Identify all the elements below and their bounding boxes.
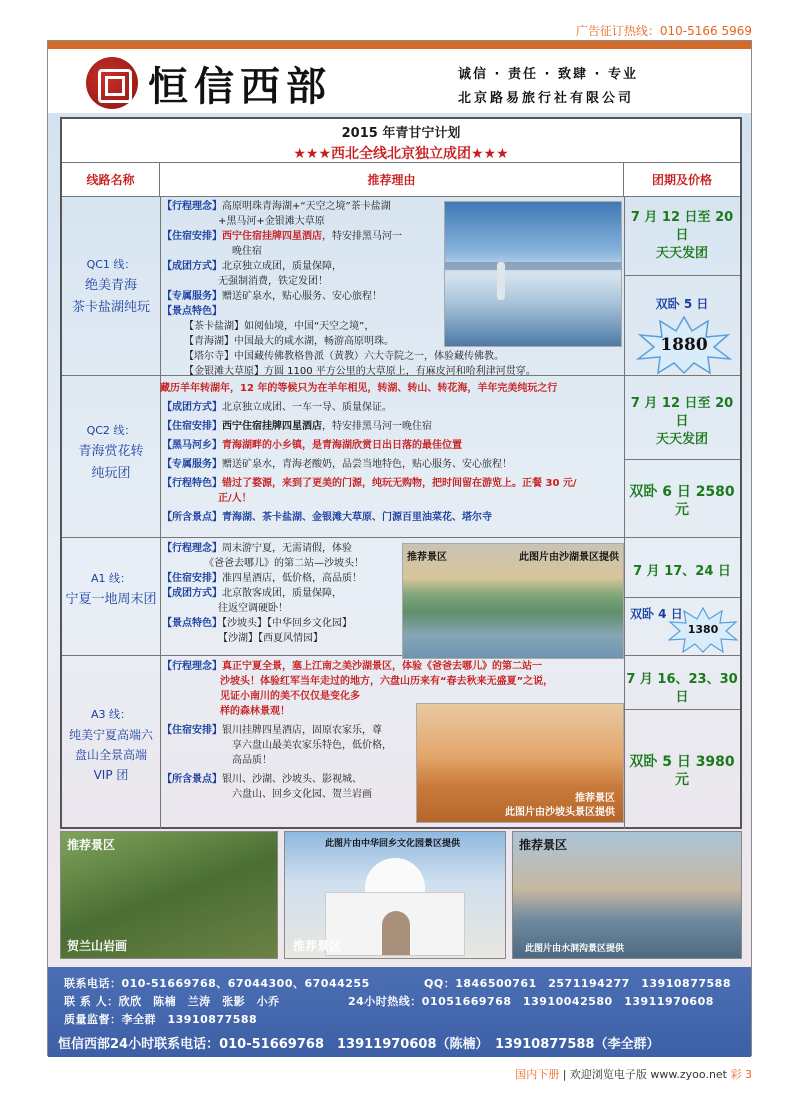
reason-text: 六盘山、回乡文化园、贺兰岩画 <box>232 789 372 800</box>
tour-date: 7 月 12 日至 20 日 <box>630 210 734 243</box>
price-qc1-date <box>624 209 740 263</box>
reason-text: ，特安排黑马河一晚住宿 <box>322 421 432 432</box>
reason-a1 <box>162 541 364 646</box>
reason-text: ，特安排黑马河一 <box>322 231 402 242</box>
price-qc2-date <box>624 395 740 449</box>
reason-highlight: 西宁住宿挂牌四星酒店 <box>222 231 322 242</box>
price-divider <box>624 597 740 598</box>
contact-person: 联 系 人：欣欣 陈楠 兰涛 张影 小乔 <box>64 995 280 1008</box>
reason-qc2 <box>162 381 577 525</box>
plan-header <box>62 119 740 163</box>
route-name: 绝美青海 <box>84 278 137 293</box>
price-divider <box>624 709 740 710</box>
contact-qq: QQ：1846500761 2571194277 13910877588 <box>424 977 731 990</box>
plan-team-banner: ★★★西北全线北京独立成团★★★ <box>293 146 509 162</box>
page-footer <box>515 1066 752 1082</box>
reason-key: 【所含景点】 <box>162 774 222 785</box>
gallery-caption: 贺兰山岩画 <box>67 939 128 953</box>
route-name: 茶卡盐湖纯玩 <box>71 300 150 315</box>
photo-desert-camels <box>416 703 624 823</box>
gallery-photo-rock-art <box>60 831 278 959</box>
route-code: A3 线： <box>90 708 132 721</box>
route-name: 宁夏一地周末团 <box>65 592 157 607</box>
reason-text: 准四星酒店，低价格，高品质！ <box>222 573 362 584</box>
gallery-photo-water-cave <box>512 831 742 959</box>
reason-key: 【成团方式】 <box>162 402 222 413</box>
reason-text: 赠送矿泉水，贴心服务、安心旅程！ <box>222 291 382 302</box>
reason-text: 【沙湖】【西夏风情园】 <box>218 633 323 644</box>
reason-text: 晚住宿 <box>232 246 262 257</box>
route-qc2 <box>62 421 160 485</box>
reason-key: 【专属服务】 <box>162 459 222 470</box>
arch-shape <box>382 911 410 955</box>
reason-text: +黑马河+金银滩大草原 <box>218 216 325 227</box>
row-divider <box>62 537 740 538</box>
price-qc1-room: 双卧 5 日 <box>655 297 709 311</box>
route-code: A1 线： <box>90 572 132 585</box>
reason-text: 中国最大的咸水湖，畅游高原明珠。 <box>234 336 394 347</box>
route-name: VIP 团 <box>93 768 129 782</box>
route-qc1 <box>62 255 160 319</box>
contact-hotline: 24小时热线：01051669768 13910042580 13911970608 <box>348 995 714 1008</box>
footer-site: 欢迎浏览电子版 www.zyoo.net <box>569 1068 727 1081</box>
plan-title: 2015 年青甘宁计划 <box>341 126 461 141</box>
route-name: 盘山全景高端 <box>74 748 147 762</box>
reason-highlight: 沙坡头！体验红军当年走过的地方，六盘山历来有“春去秋来无盛夏”之说， <box>220 676 554 687</box>
ad-hotline: 广告征订热线：010-5166 5969 <box>575 24 752 38</box>
price-qc2-offer: 双卧 6 日 2580 元 <box>629 484 735 518</box>
reason-key: 【专属服务】 <box>162 291 222 302</box>
reason-text: 北京散客成团，质量保障， <box>222 588 342 599</box>
photo-credit: 此图片由沙湖景区提供 <box>519 552 619 563</box>
footer-section: 国内下册 <box>515 1068 560 1081</box>
gallery-photo-mosque <box>284 831 506 959</box>
photo-salt-lake <box>444 201 622 347</box>
reason-key: 【金银滩大草原】 <box>184 366 264 377</box>
reason-text: 往返空调硬卧！ <box>218 603 288 614</box>
reason-key: 【景点特色】 <box>162 306 222 317</box>
route-code: QC1 线： <box>86 258 136 271</box>
column-divider <box>160 197 161 829</box>
reason-key: 【茶卡盐湖】 <box>184 321 244 332</box>
footer-page: 彩 3 <box>730 1068 752 1081</box>
reason-intro: 藏历羊年转湖年，12 年的等候只为在羊年相见，转湖、转山、转花海，羊年完美纯玩之行 <box>160 383 558 394</box>
reason-text: 如阅仙境，中国“天空之境”， <box>244 321 375 332</box>
price-a1: 1380 <box>687 623 719 636</box>
row-divider <box>62 655 740 656</box>
route-a3 <box>62 705 160 785</box>
top-accent-bar <box>48 41 751 49</box>
reason-text: 【沙坡头】【中华回乡文化园】 <box>222 618 352 629</box>
reason-text: 银川、沙湖、沙坡头、影视城、 <box>222 774 362 785</box>
gallery-tag: 推荐景区 <box>293 939 342 953</box>
reason-text: 银川挂牌四星酒店，固原农家乐，尊 <box>222 725 382 736</box>
route-name: 纯美宁夏高端六 <box>68 728 153 742</box>
route-table <box>60 117 742 829</box>
reason-key: 【青海湖】 <box>184 336 234 347</box>
column-header-reason: 推荐理由 <box>160 163 624 197</box>
reason-highlight: 样的森林景观！ <box>220 706 290 717</box>
reason-key: 【塔尔寺】 <box>184 351 234 362</box>
contact-panel <box>48 967 751 1057</box>
price-a3-date: 7 月 16、23、30 日 <box>626 672 738 705</box>
reason-key: 【成团方式】 <box>162 588 222 599</box>
price-a1-room: 双卧 4 日 <box>630 607 683 621</box>
mountain-shape <box>445 262 621 270</box>
tour-daily: 天天发团 <box>655 432 708 447</box>
price-divider <box>624 275 740 276</box>
footer-divider: | <box>562 1068 567 1081</box>
reason-highlight: 错过了婺源，来到了更美的门源，纯玩无购物，把时间留在游览上。正餐 30 元/ <box>222 478 577 489</box>
photo-sand-lake <box>402 543 624 659</box>
reason-key: 【所含景点】 <box>162 512 222 523</box>
route-name: 纯玩团 <box>91 466 131 481</box>
reason-key: 【行程特色】 <box>162 478 222 489</box>
reason-text: 高原明珠青海湖+“天空之境”茶卡盐湖 <box>222 201 391 212</box>
reason-key: 【黑马河乡】 <box>162 440 222 451</box>
price-a1-date: 7 月 17、24 日 <box>633 564 731 579</box>
column-header-route: 线路名称 <box>62 163 160 197</box>
photo-gallery <box>60 831 742 961</box>
gallery-tag: 推荐景区 <box>519 838 568 852</box>
reason-text: 《爸爸去哪儿》的第二站—沙坡头！ <box>204 558 364 569</box>
reason-key: 【行程理念】 <box>162 201 222 212</box>
brand-name: 恒信西部 <box>148 63 332 110</box>
brand-header <box>48 49 751 113</box>
contact-phone: 联系电话：010-51669768、67044300、67044255 <box>64 977 370 990</box>
brand-slogan: 诚信 · 责任 · 致肆 · 专业 <box>458 67 638 82</box>
person-figure <box>497 262 505 300</box>
route-code: QC2 线： <box>86 424 136 437</box>
route-a1 <box>62 569 160 611</box>
price-a3-offer: 双卧 5 日 3980 元 <box>629 754 735 788</box>
brochure-page <box>47 40 752 1056</box>
photo-credit: 此图片由沙坡头景区提供 <box>505 807 615 818</box>
brand-seal-icon <box>86 57 138 109</box>
reason-key: 【景点特色】 <box>162 618 222 629</box>
price-divider <box>624 459 740 460</box>
contact-quality: 质量监督：李全群 13910877588 <box>64 1013 258 1026</box>
tour-daily: 天天发团 <box>655 246 708 261</box>
gallery-credit: 此图片由水洞沟景区提供 <box>525 944 625 954</box>
reason-key: 【住宿安排】 <box>162 573 222 584</box>
route-name: 青海赏花转 <box>78 444 144 459</box>
reason-key: 【住宿安排】 <box>162 421 222 432</box>
reason-highlight: 正/人！ <box>218 493 252 504</box>
reason-highlight: 青海湖畔的小乡镇，是青海湖欣赏日出日落的最佳位置 <box>222 440 462 451</box>
reason-text: 赠送矿泉水，青海老酸奶，品尝当地特色，贴心服务、安心旅程！ <box>222 459 512 470</box>
photo-tag: 推荐景区 <box>407 552 447 563</box>
mosque-shape <box>325 892 465 956</box>
gallery-credit: 此图片由中华回乡文化园景区提供 <box>325 839 461 849</box>
reason-text: 北京独立成团，质量保障， <box>222 261 342 272</box>
reason-text: 周末游宁夏，无需请假，体验 <box>222 543 352 554</box>
reason-text: 北京独立成团、一车一导、质量保证。 <box>222 402 392 413</box>
reason-key: 【行程理念】 <box>162 661 222 672</box>
reason-text: 中国藏传佛教格鲁派（黄教）六大寺院之一，体验藏传佛教。 <box>234 351 504 362</box>
reason-highlight: 真正宁夏全景，塞上江南之美沙湖景区，体验《爸爸去哪儿》的第二站一 <box>222 661 542 672</box>
reason-text: 无强制消费，铁定发团！ <box>218 276 328 287</box>
reason-bold: 青海湖、茶卡盐湖、金银滩大草原、门源百里油菜花、塔尔寺 <box>222 512 492 523</box>
photo-tag: 推荐景区 <box>575 793 615 804</box>
gallery-tag: 推荐景区 <box>67 838 116 852</box>
reason-key: 【成团方式】 <box>162 261 222 272</box>
contact-banner: 恒信西部24小时联系电话：010-51669768 13911970608（陈楠） 13910877588（李全群） <box>58 1037 660 1052</box>
reason-key: 【行程理念】 <box>162 543 222 554</box>
column-header-price: 团期及价格 <box>624 163 740 197</box>
reason-text: 享六盘山最美农家乐特色，低价格， <box>232 740 392 751</box>
reason-key: 【住宿安排】 <box>162 231 222 242</box>
reason-text: 高品质！ <box>232 755 272 766</box>
company-name: 北京路易旅行社有限公司 <box>458 91 635 106</box>
reason-key: 【住宿安排】 <box>162 725 222 736</box>
tour-date: 7 月 12 日至 20 日 <box>630 396 734 429</box>
reason-text: 方圆 1100 平方公里的大草原上，有麻皮河和哈利津河贯穿。 <box>264 366 536 377</box>
price-qc1: 1880 <box>660 335 708 355</box>
reason-bold: 西宁住宿挂牌四星酒店 <box>222 421 322 432</box>
reason-highlight: 见证小南川的美不仅仅是变化多 <box>220 691 360 702</box>
